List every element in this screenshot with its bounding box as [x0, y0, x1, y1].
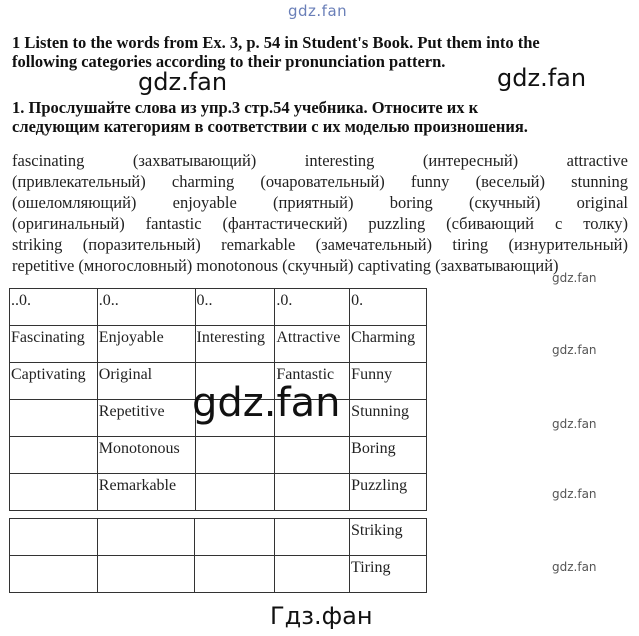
- table-header-cell: .0.: [275, 289, 350, 326]
- word-list-line: fascinating (захватывающий) interesting (интересный) attractive: [12, 151, 628, 170]
- table-cell: [275, 519, 350, 556]
- table-row: [10, 437, 427, 474]
- table-cell: [10, 400, 98, 437]
- table-cell: Striking: [350, 519, 427, 556]
- table-cell: Fascinating: [10, 326, 98, 363]
- word-list-line: (ошеломляющий) enjoyable (приятный) boring (скучный) original: [12, 193, 628, 212]
- table-cell: [195, 437, 275, 474]
- table-cell: [97, 519, 195, 556]
- table-cell: Tiring: [350, 556, 427, 593]
- table-cell: [275, 474, 350, 511]
- table-cell: Fantastic: [275, 363, 350, 400]
- table-cell: Attractive: [275, 326, 350, 363]
- table-cell: [195, 519, 275, 556]
- table-header-cell: .0..: [97, 289, 195, 326]
- table-cell: [195, 474, 275, 511]
- table-cell: Interesting: [195, 326, 275, 363]
- table-cell: Puzzling: [350, 474, 427, 511]
- pronunciation-table-continued: [9, 518, 427, 593]
- table-cell: [275, 556, 350, 593]
- table-cell: [10, 519, 98, 556]
- watermark-left: gdz.fan: [138, 68, 228, 96]
- table-cell: Stunning: [350, 400, 427, 437]
- task-russian-line1: 1. Прослушайте слова из упр.3 стр.54 учебника. Относите их к: [12, 98, 479, 117]
- table-cell: Monotonous: [97, 437, 195, 474]
- table-cell: Captivating: [10, 363, 98, 400]
- table-cell: Funny: [350, 363, 427, 400]
- word-list: [12, 150, 628, 276]
- table-cell: Enjoyable: [97, 326, 195, 363]
- table-cell: Original: [97, 363, 195, 400]
- table-header-cell: ..0.: [10, 289, 98, 326]
- table-header-row: [10, 289, 427, 326]
- table-cell: [10, 437, 98, 474]
- word-list-line: repetitive (многословный) monotonous (скучный) captivating (захватывающий): [12, 256, 559, 275]
- table-row: [10, 326, 427, 363]
- table-cell: [97, 556, 195, 593]
- table-header-cell: 0.: [350, 289, 427, 326]
- table-cell: Charming: [350, 326, 427, 363]
- table-cell: Repetitive: [97, 400, 195, 437]
- watermark-side: gdz.fan: [552, 417, 597, 431]
- watermark-bottom: Гдз.фан: [270, 602, 373, 630]
- table-cell: [10, 556, 98, 593]
- task-russian: [12, 98, 628, 136]
- task-english-line2: following categories according to their pronunciation pattern.: [12, 52, 446, 71]
- watermark-right: gdz.fan: [497, 64, 587, 92]
- table-cell: [10, 474, 98, 511]
- watermark-side: gdz.fan: [552, 487, 597, 501]
- task-russian-line2: следующим категориям в соответствии с их моделью произношения.: [12, 117, 528, 136]
- table-row: [10, 556, 427, 593]
- table-header-cell: 0..: [195, 289, 275, 326]
- task-english-line1: 1 Listen to the words from Ex. 3, p. 54 in Student's Book. Put them into the: [12, 33, 540, 52]
- watermark-center: gdz.fan: [192, 380, 341, 426]
- watermark-top: gdz.fan: [288, 2, 348, 20]
- word-list-line: striking (поразительный) remarkable (замечательный) tiring (изнурительный): [12, 235, 628, 254]
- table-cell: Boring: [350, 437, 427, 474]
- table-cell: [195, 556, 275, 593]
- watermark-side: gdz.fan: [552, 271, 597, 285]
- table-cell: Remarkable: [97, 474, 195, 511]
- watermark-side: gdz.fan: [552, 343, 597, 357]
- word-list-line: (оригинальный) fantastic (фантастический) puzzling (сбивающий с толку): [12, 214, 628, 233]
- watermark-side: gdz.fan: [552, 560, 597, 574]
- table-row: [10, 519, 427, 556]
- table-cell: [275, 437, 350, 474]
- word-list-line: (привлекательный) charming (очаровательный) funny (веселый) stunning: [12, 172, 628, 191]
- table-row: [10, 474, 427, 511]
